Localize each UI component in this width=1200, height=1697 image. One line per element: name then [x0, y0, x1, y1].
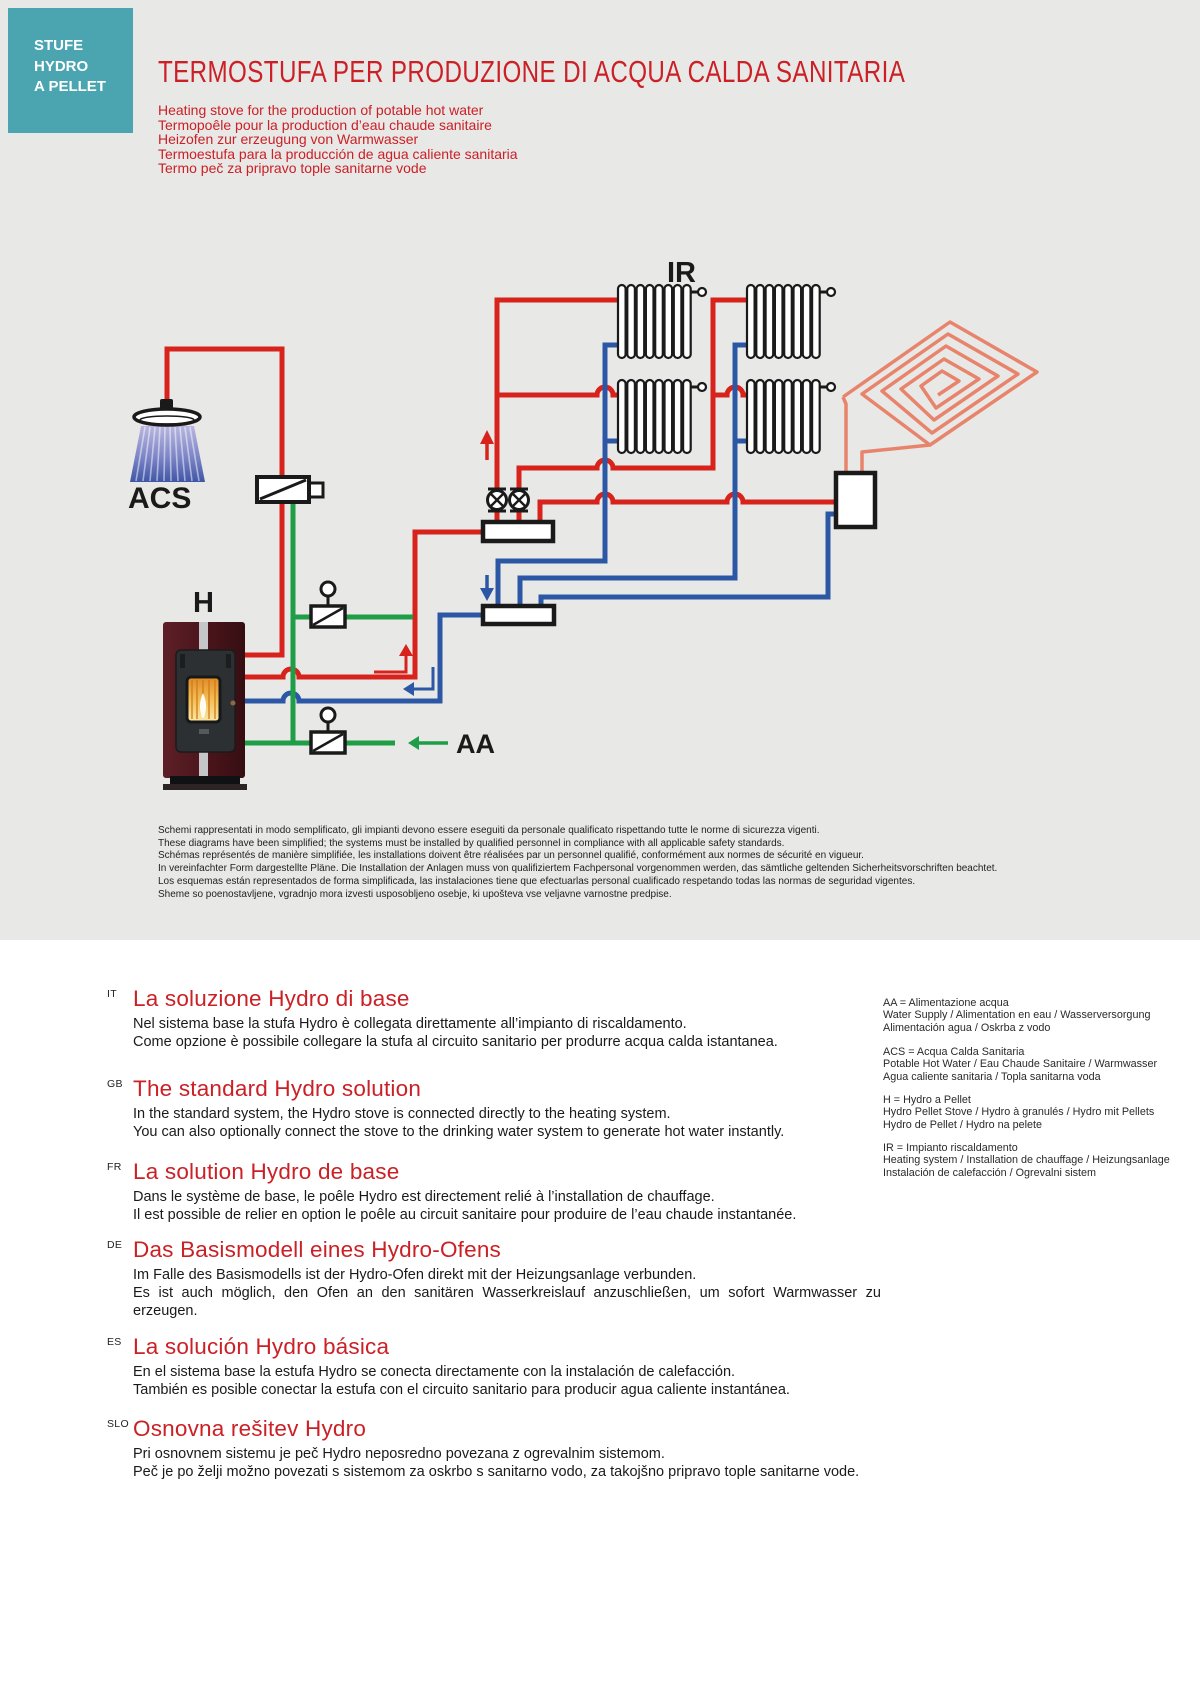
- disclaimer-line: Sheme so poenostavljene, vgradnjo mora izvesti usposobljeno osebje, ki upošteva vse veljavne varnostne predpise.: [158, 888, 672, 900]
- section-title: La solución Hydro básica: [133, 1334, 390, 1359]
- section-body-line: Il est possible de relier en option le poêle au circuit sanitaire pour produire de l’eau chaude instantanée.: [133, 1206, 797, 1223]
- water-inlet-arrow: [408, 736, 448, 750]
- label-acs: ACS: [128, 482, 192, 515]
- language-code: SLO: [107, 1418, 129, 1430]
- page-title: TERMOSTUFA PER PRODUZIONE DI ACQUA CALDA SANITARIA: [158, 54, 906, 89]
- section-title: La soluzione Hydro di base: [133, 986, 410, 1011]
- description-section: [0, 940, 1200, 1697]
- floor-distributor-box: [836, 473, 875, 527]
- zone-valve-icon: [488, 489, 507, 511]
- section-title: Das Basismodell eines Hydro-Ofens: [133, 1237, 501, 1262]
- disclaimer-line: Schémas représentés de manière simplifiée, les installations doivent être réalisées par un personnel qualifié, conformément aux normes de sécurité en vigueur.: [158, 850, 864, 862]
- section-body-line: In the standard system, the Hydro stove is connected directly to the heating system.: [133, 1106, 671, 1122]
- mixing-valve-icon: [257, 477, 323, 502]
- badge-line: HYDRO: [34, 57, 89, 75]
- subtitle-line: Termoestufa para la producción de agua caliente sanitaria: [158, 145, 518, 162]
- subtitle-line: Termopoêle pour la production d’eau chaude sanitaire: [158, 116, 492, 133]
- radiator-icon: [747, 285, 835, 358]
- language-code: ES: [107, 1336, 122, 1348]
- supply-manifold: [483, 522, 553, 541]
- legend-line: Hydro Pellet Stove / Hydro à granulés / Hydro mit Pellets: [883, 1106, 1155, 1119]
- badge-line: STUFE: [34, 37, 84, 54]
- subtitle-line: Heating stove for the production of potable hot water: [158, 102, 484, 118]
- legend-line: Agua caliente sanitaria / Topla sanitarna voda: [883, 1070, 1101, 1083]
- stove-out-arrow: [374, 644, 413, 672]
- section-de: [107, 1237, 881, 1320]
- section-title: La solution Hydro de base: [133, 1159, 400, 1184]
- radiator-icon: [618, 285, 706, 358]
- legend-line: Water Supply / Alimentation en eau / Wasserversorgung: [883, 1009, 1151, 1022]
- label-h: H: [193, 587, 214, 619]
- disclaimer-line: In vereinfachter Form dargestellte Pläne. Die Installation der Anlagen muss von qualifiziertem Fachpersonal vorgenommen werden, das sämtliche geltenden Sicherheitsvorschriften beachtet.: [158, 863, 998, 875]
- flow-down-arrow: [480, 575, 494, 601]
- zone-valve-icon: [510, 489, 529, 511]
- legend-line: Alimentación agua / Oskrba z vodo: [883, 1021, 1051, 1034]
- language-code: IT: [107, 988, 117, 1000]
- section-body-line: Come opzione è possibile collegare la stufa al circuito sanitario per produrre acqua calda istantanea.: [133, 1033, 778, 1050]
- section-fr: [107, 1159, 881, 1225]
- section-body-line: You can also optionally connect the stove to the drinking water system to generate hot water instantly.: [133, 1123, 785, 1140]
- section-body-line: Peč je po želji možno povezati s sistemom za oskrbo s sanitarno vodo, za takojšno pripravo tople sanitarne vode.: [133, 1463, 860, 1480]
- check-valve-icon: [311, 708, 345, 753]
- subtitle-line: Heizofen zur erzeugung von Warmwasser: [158, 131, 419, 147]
- disclaimer-line: These diagrams have been simplified; the systems must be installed by qualified personnel in compliance with all applicable safety standards.: [158, 837, 785, 849]
- disclaimer-line: Los esquemas están representados de forma simplificada, las instalaciones tiene que efectuarlas personal cualificado respetando todas las normas de seguridad vigentes.: [158, 875, 916, 887]
- legend-line: Hydro de Pellet / Hydro na pelete: [883, 1118, 1043, 1131]
- section-body-line: Im Falle des Basismodells ist der Hydro-Ofen direkt mit der Heizungsanlage verbunden.: [133, 1267, 697, 1283]
- pellet-stove-icon: [163, 622, 247, 790]
- legend-acs: [883, 1046, 1157, 1083]
- section-body-line: Dans le système de base, le poêle Hydro est directement relié à l’installation de chauffage.: [133, 1189, 715, 1205]
- legend-line: AA = Alimentazione acqua: [883, 997, 1009, 1009]
- language-code: DE: [107, 1239, 123, 1251]
- legend-ir: [883, 1142, 1170, 1179]
- section-it: [107, 986, 881, 1052]
- legend-line: H = Hydro a Pellet: [883, 1094, 971, 1106]
- section-title: Osnovna rešitev Hydro: [133, 1416, 367, 1441]
- disclaimer-line: Schemi rappresentati in modo semplificato, gli impianti devono essere eseguiti da personale qualificato rispettando tutte le norme di sicurezza vigenti.: [158, 825, 820, 836]
- flow-up-arrow: [480, 430, 494, 460]
- legend-line: Potable Hot Water / Eau Chaude Sanitaire / Warmwasser: [883, 1058, 1158, 1071]
- floor-heating-coil: [843, 322, 1037, 473]
- legend-line: Instalación de calefacción / Ogrevalni sistem: [883, 1166, 1097, 1179]
- legend-line: ACS = Acqua Calda Sanitaria: [883, 1046, 1025, 1058]
- disclaimer: [158, 825, 997, 901]
- label-aa: AA: [456, 729, 495, 759]
- badge-line: A PELLET: [34, 78, 106, 95]
- legend-h: [883, 1094, 1154, 1131]
- return-manifold: [483, 606, 554, 624]
- check-valve-icon: [311, 582, 345, 627]
- section-body-line: Nel sistema base la stufa Hydro è collegata direttamente all’impianto di riscaldamento.: [133, 1016, 687, 1032]
- legend-line: IR = Impianto riscaldamento: [883, 1142, 1018, 1154]
- radiator-icon: [747, 380, 835, 453]
- section-body-line: En el sistema base la estufa Hydro se conecta directamente con la instalación de calefacción.: [133, 1364, 736, 1380]
- shower-head-icon: [130, 399, 205, 482]
- section-es: [107, 1334, 881, 1400]
- label-ir: IR: [667, 257, 696, 289]
- section-title: The standard Hydro solution: [133, 1076, 422, 1101]
- section-gb: [107, 1076, 881, 1142]
- legend-line: Heating system / Installation de chauffage / Heizungsanlage: [883, 1154, 1170, 1167]
- section-body-line: Pri osnovnem sistemu je peč Hydro neposredno povezana z ogrevalnim sistemom.: [133, 1446, 665, 1462]
- language-code: GB: [107, 1078, 123, 1090]
- subtitle-line: Termo peč za pripravo tople sanitarne vode: [158, 160, 427, 176]
- language-code: FR: [107, 1161, 122, 1173]
- radiator-icon: [618, 380, 706, 453]
- section-slo: [107, 1416, 881, 1482]
- legend-aa: [883, 997, 1150, 1034]
- section-body-line: Es ist auch möglich, den Ofen an den sanitären Wasserkreislauf anzuschließen, um sofort Warmwasser zu erzeugen.: [133, 1284, 881, 1319]
- section-body-line: También es posible conectar la estufa con el circuito sanitario para producir agua caliente instantánea.: [133, 1381, 790, 1398]
